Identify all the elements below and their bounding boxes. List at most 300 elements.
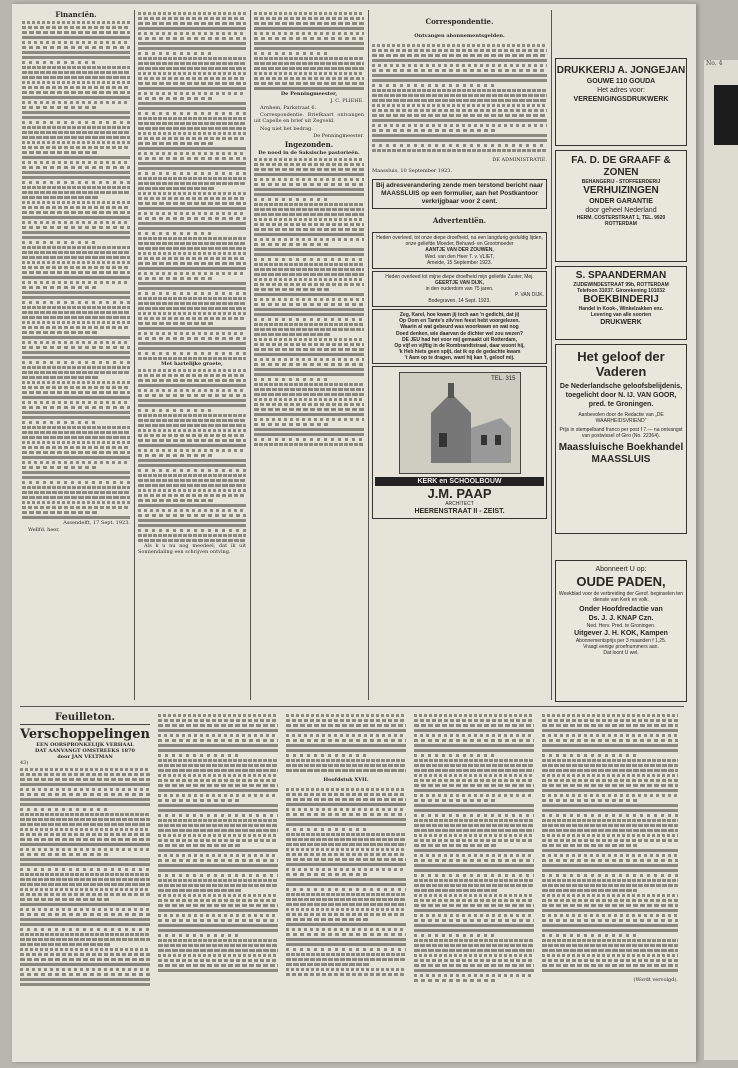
text-line (542, 919, 678, 922)
text-line (20, 813, 150, 816)
text-line (158, 779, 278, 782)
poem-line: Waarin al wat gebeurd was woorkwam en wat nog (400, 324, 519, 331)
text-line (542, 949, 678, 952)
text-line (542, 764, 678, 767)
column-two (138, 10, 246, 700)
feuilleton-column (286, 712, 406, 1052)
text-line (20, 833, 150, 836)
architect-caption: KERK en SCHOOLBOUW (375, 477, 544, 486)
text-line (542, 844, 637, 847)
text-line (372, 84, 495, 87)
text-line (254, 343, 364, 346)
text-line (254, 338, 364, 341)
ad-city: MAASSLUIS (591, 454, 651, 465)
text-line (138, 192, 246, 195)
text-line (22, 491, 130, 494)
page-number: No. 4 (706, 60, 723, 67)
text-line (414, 864, 534, 867)
text-line (254, 62, 364, 65)
text-line (286, 968, 406, 971)
text-line (372, 139, 547, 142)
text-line (138, 369, 246, 372)
text-line (254, 358, 364, 361)
text-line (22, 181, 130, 184)
text-line (138, 277, 214, 280)
text-line (158, 724, 278, 727)
text-line (20, 973, 150, 976)
text-line (22, 461, 130, 464)
ad-fine: Dat loont U wel. (603, 650, 639, 656)
ad-title: OUDE PADEN, (576, 574, 666, 589)
text-line (22, 436, 130, 439)
text-line (542, 939, 678, 942)
text-line (542, 719, 678, 722)
text-line (138, 162, 246, 165)
text-line (138, 77, 246, 80)
text-line (414, 839, 534, 842)
sub-title: De nood in de Saksische pastorieën. (258, 149, 360, 156)
text-line (414, 844, 498, 847)
poem-line: 'k Heb hiets geen spijt, dat ik op de gedachte kwam (398, 348, 521, 355)
text-line (414, 914, 534, 917)
text-line (22, 76, 130, 79)
text-line (254, 22, 364, 25)
text-line (22, 481, 130, 484)
text-line (254, 413, 364, 416)
text-line (138, 374, 246, 377)
text-line (22, 421, 98, 424)
text-line (138, 474, 246, 477)
text-line (254, 428, 364, 431)
text-line (158, 829, 278, 832)
text-line (158, 834, 278, 837)
architect-firm: J.M. PAAP (427, 485, 492, 501)
ad-tagline: VEREENIGINGSDRUKWERK (573, 96, 669, 103)
text-line (22, 346, 130, 349)
text-line (254, 42, 364, 45)
text-line (22, 66, 130, 69)
text-line (20, 808, 111, 811)
text-line (22, 126, 130, 129)
text-line (414, 824, 534, 827)
text-line (158, 924, 278, 927)
text-line (138, 152, 246, 155)
text-line (20, 908, 150, 911)
text-line (22, 326, 130, 329)
text-line (138, 72, 246, 75)
text-line (138, 464, 246, 467)
text-line (414, 954, 534, 957)
text-line (286, 918, 370, 921)
text-line (22, 81, 130, 84)
text-line (20, 773, 150, 776)
text-line (138, 424, 246, 427)
text-line (286, 724, 406, 727)
text-line (138, 52, 214, 55)
text-line (286, 734, 406, 737)
text-line (542, 839, 678, 842)
text-line (254, 258, 364, 261)
text-line (20, 893, 150, 896)
text-line (286, 928, 406, 931)
poem-line: DE JEU had het voor mij gemaakt uit Rotterdam, (401, 336, 518, 343)
text-line (286, 719, 406, 722)
church-illustration-icon (399, 372, 521, 474)
text-line (158, 944, 278, 947)
text-line (158, 849, 278, 852)
text-line (158, 839, 278, 842)
text-line (22, 31, 130, 34)
text-line (158, 844, 242, 847)
text-line (286, 888, 406, 891)
text-line (372, 74, 547, 77)
text-line (414, 869, 534, 872)
text-line (138, 509, 246, 512)
ad-shop: Maassluische Boekhandel (558, 442, 684, 453)
correspondence-note-2: Nog niet het bedrag. (260, 125, 313, 132)
notice-text: Heden overleed tot mijne diepe droefheid mijn geliefde Zuster, Mej. (385, 273, 534, 280)
text-line (138, 292, 246, 295)
ad-subtitle-2: Levering van alle soorten (590, 312, 652, 318)
text-line (414, 969, 534, 972)
text-line (22, 206, 130, 209)
text-line (414, 829, 534, 832)
ad-title: FA. D. DE GRAAFF & ZONEN (571, 155, 671, 178)
text-line (254, 183, 364, 186)
text-line (542, 959, 678, 962)
text-line (22, 311, 130, 314)
text-line (286, 908, 406, 911)
text-line (414, 724, 534, 727)
text-line (22, 411, 130, 414)
text-line (138, 122, 246, 125)
text-line (138, 157, 246, 160)
text-line (254, 348, 364, 351)
text-line (20, 858, 150, 861)
text-line (254, 333, 331, 336)
text-line (254, 288, 331, 291)
text-line (542, 864, 678, 867)
text-line (254, 388, 364, 391)
ad-address: GOUWE 110 GOUDA (586, 78, 656, 85)
text-line (22, 146, 130, 149)
text-line (254, 27, 364, 30)
text-line (286, 813, 406, 816)
ad-tagline-2: ONDER GARANTIE (589, 198, 653, 205)
text-line (22, 111, 130, 114)
text-line (158, 774, 278, 777)
text-line (22, 351, 130, 354)
text-line (542, 739, 678, 742)
text-line (138, 237, 246, 240)
text-line (286, 833, 406, 836)
text-line (20, 948, 150, 951)
text-line (254, 47, 364, 50)
text-line (22, 246, 130, 249)
text-line (414, 949, 534, 952)
text-line (414, 734, 534, 737)
text-line (138, 87, 246, 90)
text-line (22, 291, 130, 294)
death-notice-2 (372, 271, 547, 307)
administration-sign: DE ADMINISTRATIE. (492, 157, 547, 164)
text-line (22, 356, 130, 359)
text-line (22, 496, 130, 499)
text-line (138, 217, 246, 220)
text-line (414, 909, 534, 912)
text-line (158, 959, 278, 962)
text-line (20, 828, 150, 831)
text-line (158, 769, 278, 772)
text-line (286, 963, 370, 966)
text-line (138, 514, 246, 517)
text-line (138, 37, 246, 40)
text-line (22, 511, 98, 514)
ad-spaanderman (555, 266, 687, 340)
text-line (158, 964, 278, 967)
text-line (286, 848, 406, 851)
text-line (22, 71, 130, 74)
text-line (542, 804, 678, 807)
text-line (20, 788, 150, 791)
poem-ad (372, 309, 547, 364)
ad-price: Prijs in stempelband franco per post f 7.— na ontvangst van postwissel of Giro (No. 22364). (559, 427, 683, 439)
text-line (414, 849, 534, 852)
text-line (22, 381, 130, 384)
notice-place: Bodegraven, 14 Sept. 1923. (428, 298, 491, 305)
ad-address: ZIJDEWINDESTRAAT 99b, ROTTERDAM (573, 282, 669, 288)
text-line (542, 849, 678, 852)
text-line (22, 281, 130, 284)
architect-ad (372, 366, 547, 519)
chapter-heading: Hoofdstuk XVII. (323, 777, 369, 783)
text-line (372, 129, 495, 132)
text-line (22, 211, 130, 214)
text-line (138, 32, 246, 35)
ad-subtitle: Het adres voor: (597, 87, 645, 94)
text-line (138, 47, 246, 50)
text-line (542, 894, 678, 897)
text-line (20, 928, 150, 931)
masthead-fragment (714, 85, 738, 145)
text-line (22, 316, 130, 319)
text-line (158, 904, 278, 907)
text-line (286, 903, 406, 906)
text-line (22, 216, 130, 219)
text-line (22, 231, 130, 234)
text-line (158, 884, 278, 887)
text-line (254, 223, 364, 226)
text-line (138, 394, 246, 397)
text-line (542, 779, 678, 782)
column-rule (134, 10, 135, 700)
feuilleton-body (414, 712, 534, 1052)
text-line (254, 52, 331, 55)
text-line (286, 714, 406, 717)
text-line (414, 799, 498, 802)
to-be-continued: (Wordt vervolgd). (633, 977, 678, 983)
text-line (158, 789, 278, 792)
text-line (20, 878, 150, 881)
text-line (286, 878, 406, 881)
text-line (254, 163, 364, 166)
text-line (20, 983, 150, 986)
address-change-notice: Bij adresverandering zende men terstond bericht naar MAASSLUIS op een formulier, aan het Postkantoor verkrijgbaar voor 2 cent. (372, 179, 547, 209)
text-line (20, 863, 150, 866)
text-line (138, 57, 246, 60)
ad-header: Abonneert U op: (595, 566, 647, 573)
text-line (20, 953, 150, 956)
text-line (138, 454, 214, 457)
text-line (20, 818, 150, 821)
text-line (542, 879, 678, 882)
text-line (138, 494, 246, 497)
treasurer-heading: De Penningmeester, (280, 91, 338, 98)
text-line (20, 958, 150, 961)
text-line (414, 934, 498, 937)
text-line (20, 803, 150, 806)
text-line (542, 874, 678, 877)
text-line (414, 859, 534, 862)
signoff: Wellfd. heer, (28, 527, 60, 534)
text-line (414, 894, 534, 897)
feuilleton-body (286, 714, 406, 772)
column-body (138, 369, 246, 542)
text-line (138, 504, 246, 507)
text-line (254, 283, 364, 286)
text-line (158, 734, 278, 737)
text-line (414, 884, 534, 887)
feuilleton-column (542, 712, 678, 1052)
text-line (22, 106, 98, 109)
text-line (158, 759, 278, 762)
text-line (20, 768, 150, 771)
text-line (22, 166, 130, 169)
text-line (286, 868, 406, 871)
text-line (138, 379, 246, 382)
text-line (372, 69, 547, 72)
text-line (22, 271, 130, 274)
text-line (286, 943, 406, 946)
text-line (138, 127, 246, 130)
text-line (286, 818, 406, 821)
text-line (22, 396, 130, 399)
text-line (158, 889, 242, 892)
text-line (372, 124, 547, 127)
text-line (542, 854, 678, 857)
ad-jongejan (555, 58, 687, 146)
text-line (158, 854, 278, 857)
text-line (542, 744, 678, 747)
text-line (22, 441, 130, 444)
text-line (414, 719, 534, 722)
architect-tel: TEL. 315 (491, 375, 516, 382)
text-line (542, 799, 637, 802)
treasurer-name: J. C. PLIEHE. (330, 98, 364, 105)
text-line (158, 799, 242, 802)
ad-tagline-3: door geheel Nederland (585, 207, 657, 214)
text-line (138, 419, 246, 422)
text-line (158, 739, 278, 742)
text-line (138, 332, 246, 335)
text-line (138, 357, 246, 360)
adjacent-page-edge (704, 60, 738, 1060)
text-line (20, 918, 150, 921)
text-line (254, 32, 364, 35)
text-line (254, 318, 364, 321)
text-line (542, 729, 678, 732)
text-line (20, 783, 150, 786)
text-line (372, 89, 547, 92)
section-divider (20, 706, 684, 707)
text-line (414, 964, 534, 967)
text-line (414, 784, 534, 787)
text-line (22, 466, 98, 469)
text-line (286, 744, 406, 747)
notice-sign: P. VAN DIJK. (515, 292, 544, 299)
text-line (138, 459, 246, 462)
text-line (254, 378, 331, 381)
text-line (414, 814, 534, 817)
ad-tagline: BOEKBINDERIJ (583, 294, 659, 305)
text-line (22, 196, 98, 199)
text-line (542, 769, 678, 772)
text-line (138, 484, 246, 487)
advertisements-title: Advertentiën. (432, 216, 487, 226)
text-line (254, 37, 364, 40)
text-line (542, 824, 678, 827)
text-line (286, 808, 406, 811)
ad-de-graaff (555, 150, 687, 262)
text-line (542, 969, 678, 972)
text-line (286, 973, 406, 976)
column-four (372, 10, 547, 700)
text-line (22, 286, 98, 289)
ad-title: S. SPAANDERMAN (575, 270, 667, 281)
text-line (138, 449, 246, 452)
text-line (254, 383, 364, 386)
text-line (22, 21, 130, 24)
text-line (286, 759, 406, 762)
text-line (22, 51, 130, 54)
text-line (414, 819, 534, 822)
text-line (22, 336, 130, 339)
text-line (158, 754, 242, 757)
column-body (22, 21, 130, 519)
text-line (414, 749, 534, 752)
text-line (22, 151, 98, 154)
text-line (22, 321, 130, 324)
text-line (372, 144, 547, 147)
column-body (254, 12, 364, 90)
notice-text: in den ouderdom van 75 jaren. (425, 285, 494, 292)
text-line (542, 964, 678, 967)
text-line (254, 193, 364, 196)
text-line (22, 131, 130, 134)
text-line (22, 266, 130, 269)
text-line (414, 974, 534, 977)
text-line (158, 809, 278, 812)
text-line (138, 409, 214, 412)
text-line (138, 439, 246, 442)
column-body (254, 158, 364, 446)
text-line (286, 858, 406, 861)
text-line (22, 341, 130, 344)
text-line (542, 759, 678, 762)
text-line (286, 823, 406, 826)
text-line (22, 186, 130, 189)
text-line (22, 416, 130, 419)
